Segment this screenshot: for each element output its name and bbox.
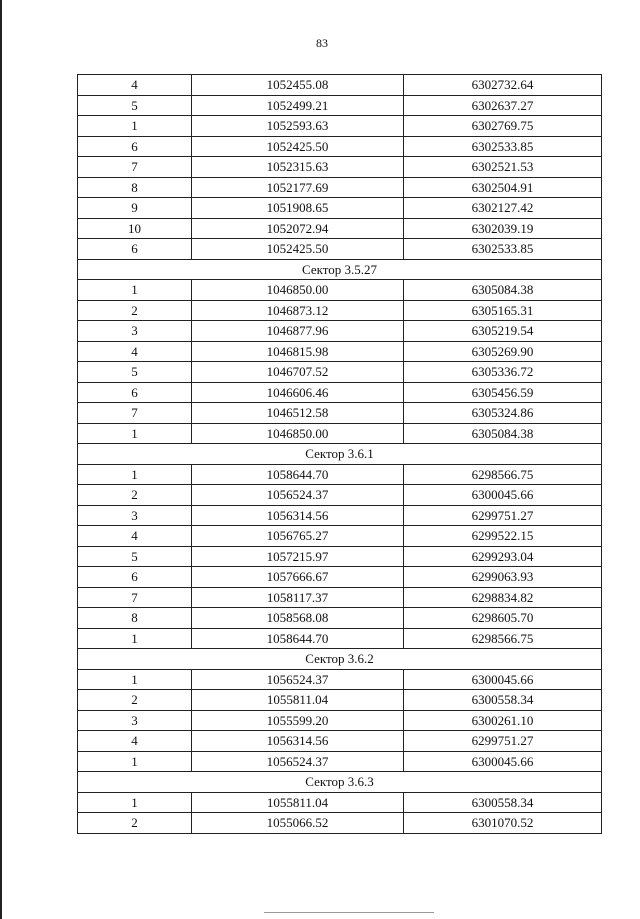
y-coordinate-cell: 6300045.66 xyxy=(404,669,602,690)
point-number-cell: 6 xyxy=(78,382,192,403)
point-number-cell: 6 xyxy=(78,136,192,157)
x-coordinate-cell: 1052425.50 xyxy=(192,239,404,260)
x-coordinate-cell: 1052072.94 xyxy=(192,218,404,239)
x-coordinate-cell: 1052177.69 xyxy=(192,177,404,198)
point-number-cell: 7 xyxy=(78,157,192,178)
table-row xyxy=(78,157,602,178)
x-coordinate-cell: 1058644.70 xyxy=(192,464,404,485)
point-number-cell: 10 xyxy=(78,218,192,239)
table-row xyxy=(78,731,602,752)
point-number-cell: 6 xyxy=(78,239,192,260)
table-row xyxy=(78,669,602,690)
x-coordinate-cell: 1046512.58 xyxy=(192,403,404,424)
table-row xyxy=(78,136,602,157)
point-number-cell: 2 xyxy=(78,813,192,834)
sector-label: Сектор 3.5.27 xyxy=(78,259,602,280)
x-coordinate-cell: 1056524.37 xyxy=(192,669,404,690)
x-coordinate-cell: 1057666.67 xyxy=(192,567,404,588)
y-coordinate-cell: 6299751.27 xyxy=(404,505,602,526)
table-row xyxy=(78,710,602,731)
y-coordinate-cell: 6302521.53 xyxy=(404,157,602,178)
table-row xyxy=(78,567,602,588)
y-coordinate-cell: 6298566.75 xyxy=(404,464,602,485)
x-coordinate-cell: 1052455.08 xyxy=(192,75,404,96)
x-coordinate-cell: 1052315.63 xyxy=(192,157,404,178)
table-row xyxy=(78,403,602,424)
x-coordinate-cell: 1058568.08 xyxy=(192,608,404,629)
table-row xyxy=(78,485,602,506)
y-coordinate-cell: 6302533.85 xyxy=(404,239,602,260)
point-number-cell: 1 xyxy=(78,280,192,301)
table-row xyxy=(78,300,602,321)
point-number-cell: 5 xyxy=(78,362,192,383)
y-coordinate-cell: 6299751.27 xyxy=(404,731,602,752)
x-coordinate-cell: 1055066.52 xyxy=(192,813,404,834)
point-number-cell: 1 xyxy=(78,423,192,444)
x-coordinate-cell: 1046707.52 xyxy=(192,362,404,383)
y-coordinate-cell: 6305456.59 xyxy=(404,382,602,403)
sector-header-row xyxy=(78,649,602,670)
x-coordinate-cell: 1052425.50 xyxy=(192,136,404,157)
x-coordinate-cell: 1051908.65 xyxy=(192,198,404,219)
y-coordinate-cell: 6302039.19 xyxy=(404,218,602,239)
table-row xyxy=(78,505,602,526)
footer-line xyxy=(264,912,434,913)
x-coordinate-cell: 1046815.98 xyxy=(192,341,404,362)
coordinates-table xyxy=(77,74,602,834)
x-coordinate-cell: 1046873.12 xyxy=(192,300,404,321)
sector-label: Сектор 3.6.2 xyxy=(78,649,602,670)
sector-header-row xyxy=(78,772,602,793)
table-row xyxy=(78,116,602,137)
point-number-cell: 1 xyxy=(78,464,192,485)
point-number-cell: 1 xyxy=(78,792,192,813)
table-row xyxy=(78,198,602,219)
table-row xyxy=(78,280,602,301)
table-row xyxy=(78,362,602,383)
x-coordinate-cell: 1055811.04 xyxy=(192,792,404,813)
y-coordinate-cell: 6298834.82 xyxy=(404,587,602,608)
point-number-cell: 4 xyxy=(78,75,192,96)
y-coordinate-cell: 6300261.10 xyxy=(404,710,602,731)
x-coordinate-cell: 1052593.63 xyxy=(192,116,404,137)
x-coordinate-cell: 1057215.97 xyxy=(192,546,404,567)
y-coordinate-cell: 6305269.90 xyxy=(404,341,602,362)
y-coordinate-cell: 6301070.52 xyxy=(404,813,602,834)
point-number-cell: 4 xyxy=(78,731,192,752)
table-row xyxy=(78,423,602,444)
table-row xyxy=(78,382,602,403)
point-number-cell: 8 xyxy=(78,177,192,198)
y-coordinate-cell: 6299522.15 xyxy=(404,526,602,547)
y-coordinate-cell: 6302637.27 xyxy=(404,95,602,116)
table-row xyxy=(78,751,602,772)
point-number-cell: 7 xyxy=(78,403,192,424)
y-coordinate-cell: 6300558.34 xyxy=(404,690,602,711)
sector-header-row xyxy=(78,259,602,280)
y-coordinate-cell: 6298605.70 xyxy=(404,608,602,629)
point-number-cell: 7 xyxy=(78,587,192,608)
y-coordinate-cell: 6300558.34 xyxy=(404,792,602,813)
point-number-cell: 1 xyxy=(78,628,192,649)
point-number-cell: 5 xyxy=(78,95,192,116)
y-coordinate-cell: 6300045.66 xyxy=(404,485,602,506)
x-coordinate-cell: 1056314.56 xyxy=(192,731,404,752)
point-number-cell: 3 xyxy=(78,505,192,526)
point-number-cell: 1 xyxy=(78,116,192,137)
point-number-cell: 2 xyxy=(78,300,192,321)
table-row xyxy=(78,95,602,116)
x-coordinate-cell: 1056524.37 xyxy=(192,751,404,772)
y-coordinate-cell: 6305324.86 xyxy=(404,403,602,424)
x-coordinate-cell: 1055599.20 xyxy=(192,710,404,731)
table-row xyxy=(78,587,602,608)
table-row xyxy=(78,218,602,239)
coordinates-table-body xyxy=(78,75,602,834)
point-number-cell: 4 xyxy=(78,341,192,362)
x-coordinate-cell: 1058117.37 xyxy=(192,587,404,608)
x-coordinate-cell: 1058644.70 xyxy=(192,628,404,649)
y-coordinate-cell: 6298566.75 xyxy=(404,628,602,649)
point-number-cell: 1 xyxy=(78,669,192,690)
y-coordinate-cell: 6302504.91 xyxy=(404,177,602,198)
table-row xyxy=(78,792,602,813)
y-coordinate-cell: 6305084.38 xyxy=(404,280,602,301)
x-coordinate-cell: 1052499.21 xyxy=(192,95,404,116)
y-coordinate-cell: 6299063.93 xyxy=(404,567,602,588)
table-row xyxy=(78,321,602,342)
y-coordinate-cell: 6302533.85 xyxy=(404,136,602,157)
table-row xyxy=(78,546,602,567)
table-row xyxy=(78,341,602,362)
point-number-cell: 2 xyxy=(78,690,192,711)
point-number-cell: 2 xyxy=(78,485,192,506)
y-coordinate-cell: 6302127.42 xyxy=(404,198,602,219)
point-number-cell: 4 xyxy=(78,526,192,547)
table-row xyxy=(78,813,602,834)
point-number-cell: 3 xyxy=(78,710,192,731)
x-coordinate-cell: 1046850.00 xyxy=(192,280,404,301)
point-number-cell: 6 xyxy=(78,567,192,588)
sector-label: Сектор 3.6.3 xyxy=(78,772,602,793)
y-coordinate-cell: 6302732.64 xyxy=(404,75,602,96)
point-number-cell: 1 xyxy=(78,751,192,772)
x-coordinate-cell: 1055811.04 xyxy=(192,690,404,711)
table-row xyxy=(78,628,602,649)
table-row xyxy=(78,75,602,96)
x-coordinate-cell: 1046877.96 xyxy=(192,321,404,342)
table-row xyxy=(78,464,602,485)
point-number-cell: 3 xyxy=(78,321,192,342)
page-number: 83 xyxy=(316,36,328,50)
y-coordinate-cell: 6305219.54 xyxy=(404,321,602,342)
y-coordinate-cell: 6302769.75 xyxy=(404,116,602,137)
point-number-cell: 5 xyxy=(78,546,192,567)
table-row xyxy=(78,177,602,198)
x-coordinate-cell: 1056524.37 xyxy=(192,485,404,506)
x-coordinate-cell: 1056765.27 xyxy=(192,526,404,547)
y-coordinate-cell: 6305336.72 xyxy=(404,362,602,383)
x-coordinate-cell: 1046850.00 xyxy=(192,423,404,444)
table-row xyxy=(78,239,602,260)
point-number-cell: 8 xyxy=(78,608,192,629)
y-coordinate-cell: 6299293.04 xyxy=(404,546,602,567)
x-coordinate-cell: 1046606.46 xyxy=(192,382,404,403)
y-coordinate-cell: 6305165.31 xyxy=(404,300,602,321)
point-number-cell: 9 xyxy=(78,198,192,219)
x-coordinate-cell: 1056314.56 xyxy=(192,505,404,526)
table-row xyxy=(78,526,602,547)
sector-label: Сектор 3.6.1 xyxy=(78,444,602,465)
table-row xyxy=(78,690,602,711)
table-row xyxy=(78,608,602,629)
y-coordinate-cell: 6300045.66 xyxy=(404,751,602,772)
sector-header-row xyxy=(78,444,602,465)
y-coordinate-cell: 6305084.38 xyxy=(404,423,602,444)
